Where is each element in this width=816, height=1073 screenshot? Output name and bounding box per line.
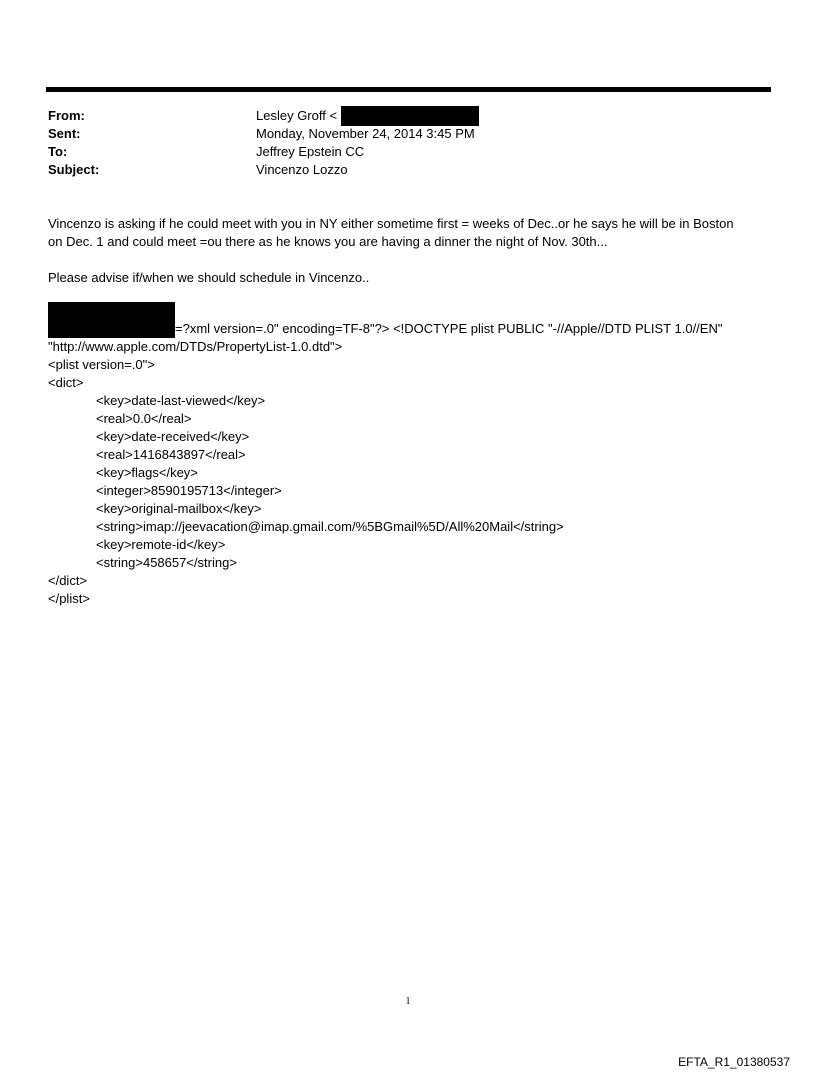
email-header: [48, 107, 748, 179]
page-number: 1: [405, 996, 411, 1007]
to-value: Jeffrey Epstein CC: [256, 144, 365, 159]
body-line: on Dec. 1 and could meet =ou there as he knows you are having a dinner the night of Nov. 30th...: [48, 234, 608, 249]
plist-line: <string>imap://jeevacation@imap.gmail.com/%5BGmail%5D/All%20Mail</string>: [96, 519, 564, 534]
body-paragraph: Please advise if/when we should schedule in Vincenzo..: [48, 270, 370, 285]
plist-line: </dict>: [48, 573, 88, 588]
plist-line: </plist>: [48, 591, 90, 606]
from-row: [48, 107, 748, 125]
subject-row: [48, 161, 748, 179]
plist-line: <key>remote-id</key>: [96, 537, 226, 552]
plist-line: <key>flags</key>: [96, 465, 198, 480]
plist-line: <integer>8590195713</integer>: [96, 483, 282, 498]
plist-line: <real>0.0</real>: [96, 411, 192, 426]
body-line: Vincenzo is asking if he could meet with you in NY either sometime first = weeks of Dec..or he says he will be in Boston: [48, 216, 734, 231]
redaction-box: [48, 302, 175, 338]
plist-line: <key>date-last-viewed</key>: [96, 393, 266, 408]
plist-first-line: [48, 300, 778, 338]
to-label: To:: [48, 144, 68, 159]
subject-value: Vincenzo Lozzo: [256, 162, 348, 177]
sent-row: [48, 125, 748, 143]
to-row: [48, 143, 748, 161]
plist-line: <dict>: [48, 375, 84, 390]
sent-value: Monday, November 24, 2014 3:45 PM: [256, 126, 475, 141]
document-id: EFTA_R1_01380537: [678, 1055, 790, 1069]
from-sender: Lesley Groff <: [256, 108, 338, 123]
plist-line: <key>original-mailbox</key>: [96, 501, 262, 516]
plist-line: <key>date-received</key>: [96, 429, 250, 444]
plist-line: "http://www.apple.com/DTDs/PropertyList-1.0.dtd">: [48, 339, 343, 354]
plist-line: <real>1416843897</real>: [96, 447, 246, 462]
subject-label: Subject:: [48, 162, 100, 177]
plist-line: =?xml version=.0" encoding=TF-8"?> <!DOCTYPE plist PUBLIC "-//Apple//DTD PLIST 1.0//EN": [175, 321, 723, 336]
sent-label: Sent:: [48, 126, 81, 141]
from-label: From:: [48, 108, 85, 123]
email-body: [48, 215, 768, 287]
plist-line: <plist version=.0">: [48, 357, 155, 372]
redaction-box: [341, 106, 479, 126]
header-divider: [46, 87, 771, 92]
body-paragraph: [48, 215, 768, 251]
plist-metadata: [48, 300, 778, 608]
from-value: [256, 107, 748, 125]
plist-line: <string>458657</string>: [96, 555, 237, 570]
